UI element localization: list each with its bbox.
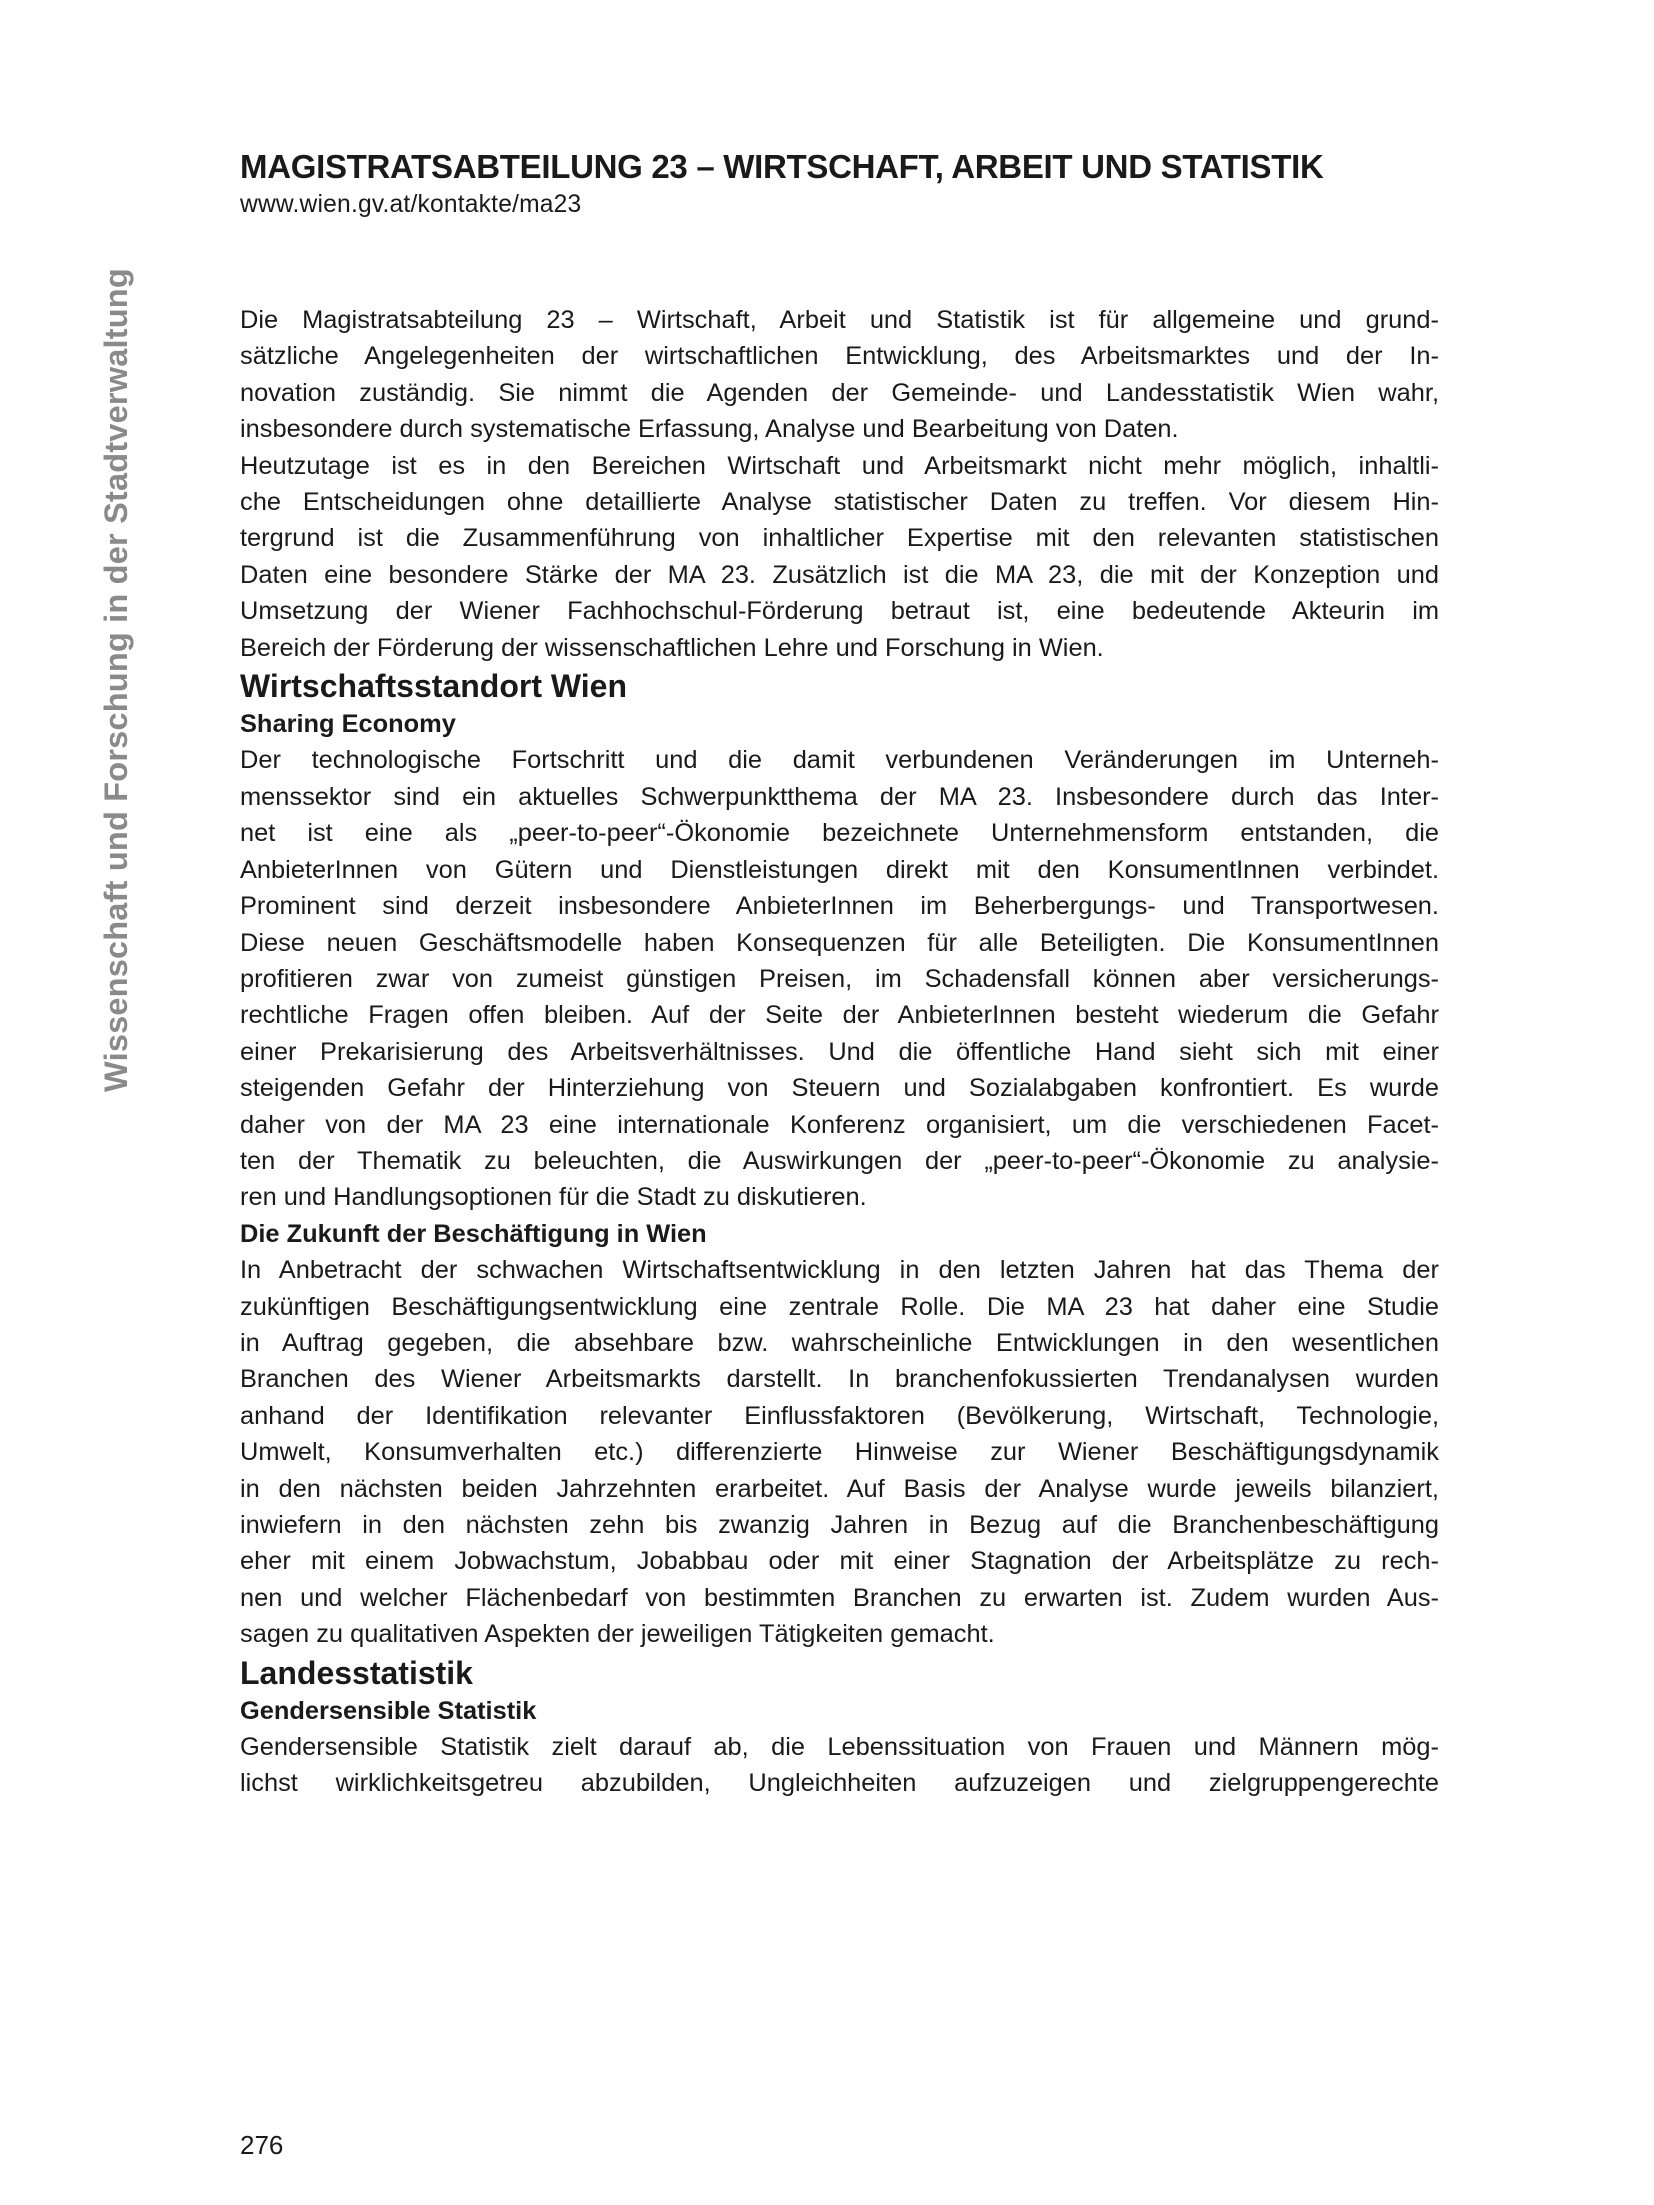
gendersensible-statistik-paragraph: [240, 1729, 1439, 1802]
text-line: Gendersensible Statistik zielt darauf ab, die Lebenssituation von Frauen und Männern mög-: [240, 1733, 1439, 1762]
text-line: insbesondere durch systematische Erfassung, Analyse und Bearbeitung von Daten.: [240, 415, 1179, 444]
department-url[interactable]: www.wien.gv.at/kontakte/ma23: [240, 191, 582, 218]
text-line: zukünftigen Beschäftigungsentwicklung eine zentrale Rolle. Die MA 23 hat daher eine Studie: [240, 1292, 1439, 1321]
text-line: Prominent sind derzeit insbesondere AnbieterInnen im Beherbergungs- und Transportwesen.: [240, 892, 1439, 921]
zukunft-beschaeftigung-paragraph: [240, 1252, 1439, 1652]
text-line: Bereich der Förderung der wissenschaftlichen Lehre und Forschung in Wien.: [240, 633, 1104, 662]
text-line: sätzliche Angelegenheiten der wirtschaftlichen Entwicklung, des Arbeitsmarktes und der In-: [240, 342, 1439, 371]
text-line: che Entscheidungen ohne detaillierte Analyse statistischer Daten zu treffen. Vor diesem Hin-: [240, 488, 1439, 517]
sharing-economy-paragraph: [240, 742, 1439, 1215]
text-line: profitieren zwar von zumeist günstigen Preisen, im Schadensfall können aber versicherungs-: [240, 964, 1439, 993]
text-line: Branchen des Wiener Arbeitsmarkts darstellt. In branchenfokussierten Trendanalysen wurden: [240, 1365, 1439, 1394]
text-line: novation zuständig. Sie nimmt die Agenden der Gemeinde- und Landesstatistik Wien wahr,: [240, 378, 1439, 407]
text-line: ren und Handlungsoptionen für die Stadt zu diskutieren.: [240, 1183, 867, 1212]
text-line: ten der Thematik zu beleuchten, die Auswirkungen der „peer-to-peer“-Ökonomie zu analysie-: [240, 1146, 1439, 1175]
page-number: 276: [240, 2130, 284, 2160]
text-line: daher von der MA 23 eine internationale Konferenz organisiert, um die verschiedenen Facet-: [240, 1110, 1439, 1139]
text-line: eher mit einem Jobwachstum, Jobabbau oder mit einer Stagnation der Arbeitsplätze zu rech-: [240, 1547, 1439, 1576]
subsection-heading-gendersensible-statistik: Gendersensible Statistik: [240, 1696, 537, 1725]
intro-paragraph: [240, 302, 1439, 666]
department-title: MAGISTRATSABTEILUNG 23 – WIRTSCHAFT, ARBEIT UND STATISTIK: [240, 148, 1324, 185]
text-line: inwiefern in den nächsten zehn bis zwanzig Jahren in Bezug auf die Branchenbeschäftigung: [240, 1511, 1439, 1539]
text-line: Heutzutage ist es in den Bereichen Wirtschaft und Arbeitsmarkt nicht mehr möglich, inhaltli-: [240, 451, 1439, 480]
text-line: AnbieterInnen von Gütern und Dienstleistungen direkt mit den KonsumentInnen verbindet.: [240, 855, 1439, 884]
text-line: Die Magistratsabteilung 23 – Wirtschaft, Arbeit und Statistik ist für allgemeine und grund-: [240, 306, 1439, 334]
text-line: Umsetzung der Wiener Fachhochschul-Förderung betraut ist, eine bedeutende Akteurin im: [240, 597, 1439, 626]
text-line: einer Prekarisierung des Arbeitsverhältnisses. Und die öffentliche Hand sieht sich mit einer: [240, 1037, 1439, 1066]
subsection-heading-sharing-economy: Sharing Economy: [240, 710, 456, 739]
subsection-heading-zukunft-beschaeftigung: Die Zukunft der Beschäftigung in Wien: [240, 1219, 707, 1248]
text-line: lichst wirklichkeitsgetreu abzubilden, Ungleichheiten aufzuzeigen und zielgruppengerechte: [240, 1769, 1439, 1798]
text-line: tergrund ist die Zusammenführung von inhaltlicher Expertise mit den relevanten statistischen: [240, 524, 1439, 553]
text-line: rechtliche Fragen offen bleiben. Auf der Seite der AnbieterInnen besteht wiederum die Gefahr: [240, 1001, 1439, 1030]
text-line: Daten eine besondere Stärke der MA 23. Zusätzlich ist die MA 23, die mit der Konzeption und: [240, 560, 1439, 589]
section-heading-landesstatistik: Landesstatistik: [240, 1654, 473, 1691]
text-line: in Auftrag gegeben, die absehbare bzw. wahrscheinliche Entwicklungen in den wesentlichen: [240, 1328, 1439, 1357]
text-line: anhand der Identifikation relevanter Einflussfaktoren (Bevölkerung, Wirtschaft, Technologie,: [240, 1401, 1439, 1430]
text-line: Der technologische Fortschritt und die damit verbundenen Veränderungen im Unterneh-: [240, 746, 1439, 775]
text-line: Diese neuen Geschäftsmodelle haben Konsequenzen für alle Beteiligten. Die KonsumentInnen: [240, 928, 1439, 957]
text-line: In Anbetracht der schwachen Wirtschaftsentwicklung in den letzten Jahren hat das Thema der: [240, 1256, 1439, 1285]
text-line: sagen zu qualitativen Aspekten der jeweiligen Tätigkeiten gemacht.: [240, 1620, 995, 1649]
section-heading-wirtschaftsstandort: Wirtschaftsstandort Wien: [240, 668, 628, 705]
text-line: steigenden Gefahr der Hinterziehung von Steuern und Sozialabgaben konfrontiert. Es wurde: [240, 1074, 1439, 1103]
text-line: Umwelt, Konsumverhalten etc.) differenzierte Hinweise zur Wiener Beschäftigungsdynamik: [240, 1438, 1439, 1467]
text-line: net ist eine als „peer-to-peer“-Ökonomie bezeichnete Unternehmensform entstanden, die: [240, 819, 1439, 848]
running-section-title: Wissenschaft und Forschung in der Stadtverwaltung: [98, 268, 134, 1092]
text-line: nen und welcher Flächenbedarf von bestimmten Branchen zu erwarten ist. Zudem wurden Aus-: [240, 1583, 1439, 1612]
page-content: [240, 147, 1439, 1802]
text-line: in den nächsten beiden Jahrzehnten erarbeitet. Auf Basis der Analyse wurde jeweils bilanziert,: [240, 1474, 1439, 1503]
text-line: menssektor sind ein aktuelles Schwerpunktthema der MA 23. Insbesondere durch das Inter-: [240, 782, 1439, 811]
